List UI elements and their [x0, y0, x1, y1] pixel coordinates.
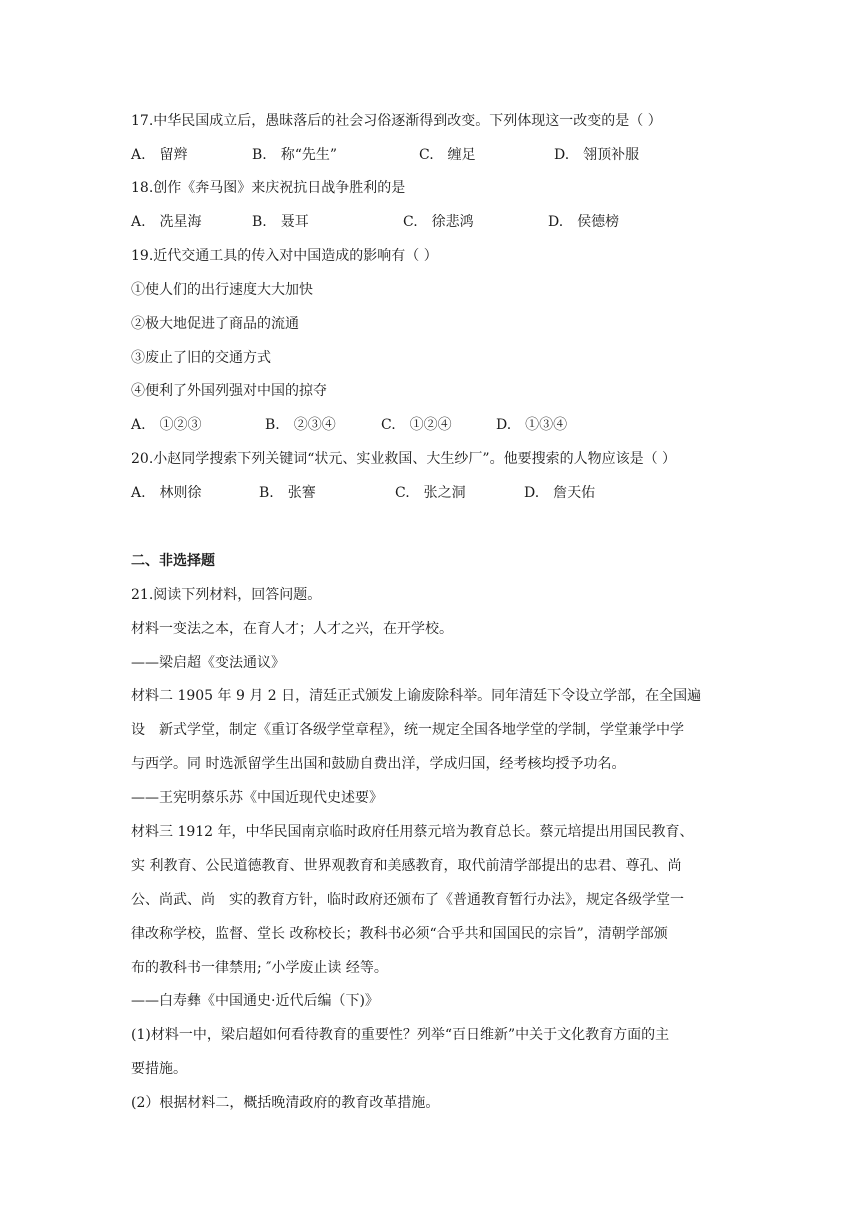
q21-material-2-line: 与西学。同 时选派留学生出国和鼓励自费出洋，学成归国，经考核均授予功名。 [131, 756, 626, 772]
q17-stem: 17.中华民国成立后，愚昧落后的社会习俗逐渐得到改变。下列体现这一改变的是（ ） [131, 113, 662, 129]
q21-material-3-line: 律改称学校，监督、堂长 改称校长；教科书必须“合乎共和国国民的宗旨”，清朝学部颁 [131, 926, 668, 942]
q17-option-a: A. 留辫 [131, 147, 188, 163]
q18-option-b: B. 聂耳 [252, 214, 309, 230]
q21-material-3-source: ——白寿彝《中国通史·近代后编（下)》 [131, 993, 379, 1009]
q21-material-3-line: 布的教科书一律禁用; ″小学废止读 经等。 [131, 960, 388, 976]
q19-item-1: ①使人们的出行速度大大加快 [131, 282, 313, 298]
q20-option-b: B. 张謇 [259, 485, 316, 501]
q18-option-d: D. 侯德榜 [548, 214, 620, 230]
q21-subquestion-2: (2）根据材料二，概括晚清政府的教育改革措施。 [131, 1095, 440, 1111]
q20-option-a: A. 林则徐 [131, 485, 202, 501]
q21-subquestion-1-line: (1)材料一中，梁启超如何看待教育的重要性？列举“百日维新”中关于文化教育方面的主 [131, 1027, 670, 1043]
q21-material-2-line: 设 新式学堂，制定《重订各级学堂章程》，统一规定全国各地学堂的学制，学堂兼学中学 [131, 722, 684, 738]
q21-material-1-source: ——梁启超《变法通议》 [131, 655, 285, 671]
q18-stem: 18.创作《奔马图》来庆祝抗日战争胜利的是 [131, 180, 406, 196]
q21-material-3-line: 实 利教育、公民道德教育、世界观教育和美感教育，取代前清学部提出的忠君、尊孔、尚 [131, 858, 682, 874]
q20-option-d: D. 詹天佑 [524, 485, 596, 501]
q19-item-2: ②极大地促进了商品的流通 [131, 316, 299, 332]
q21-material-1: 材料一变法之本，在育人才；人才之兴，在开学校。 [131, 621, 453, 637]
q17-option-d: D. 翎顶补服 [554, 147, 640, 163]
q21-stem: 21.阅读下列材料，回答问题。 [131, 587, 322, 603]
q21-material-3-line: 材料三 1912 年，中华民国南京临时政府任用蔡元培为教育总长。蔡元培提出用国民教育、 [131, 824, 694, 840]
q19-item-4: ④便利了外国列强对中国的掠夺 [131, 383, 327, 399]
q19-option-a: A. ①②③ [131, 417, 202, 433]
q17-option-b: B. 称“先生” [252, 147, 338, 163]
q21-material-2-line: 材料二 1905 年 9 月 2 日，清廷正式颁发上谕废除科举。同年清廷下令设立学部，在全国遍 [131, 688, 702, 704]
q20-stem: 20.小赵同学搜索下列关键词“状元、实业救国、大生纱厂”。他要搜索的人物应该是（ ） [131, 451, 677, 467]
q18-option-c: C. 徐悲鸿 [403, 214, 474, 230]
q19-item-3: ③废止了旧的交通方式 [131, 350, 271, 366]
q19-stem: 19.近代交通工具的传入对中国造成的影响有（ ） [131, 248, 438, 264]
q21-material-2-source: ——王宪明蔡乐苏《中国近现代史述要》 [131, 790, 383, 806]
q19-option-c: C. ①②④ [381, 417, 452, 433]
section-title: 二、非选择题 [131, 553, 215, 569]
q20-option-c: C. 张之洞 [395, 485, 466, 501]
q19-option-d: D. ①③④ [496, 417, 568, 433]
q18-option-a: A. 冼星海 [131, 214, 202, 230]
q17-option-c: C. 缠足 [419, 147, 476, 163]
q21-subquestion-1-line: 要措施。 [131, 1061, 187, 1077]
q21-material-3-line: 公、尚武、尚 实的教育方针，临时政府还颁布了《普通教育暂行办法》，规定各级学堂一 [131, 892, 684, 908]
q19-option-b: B. ②③④ [265, 417, 336, 433]
